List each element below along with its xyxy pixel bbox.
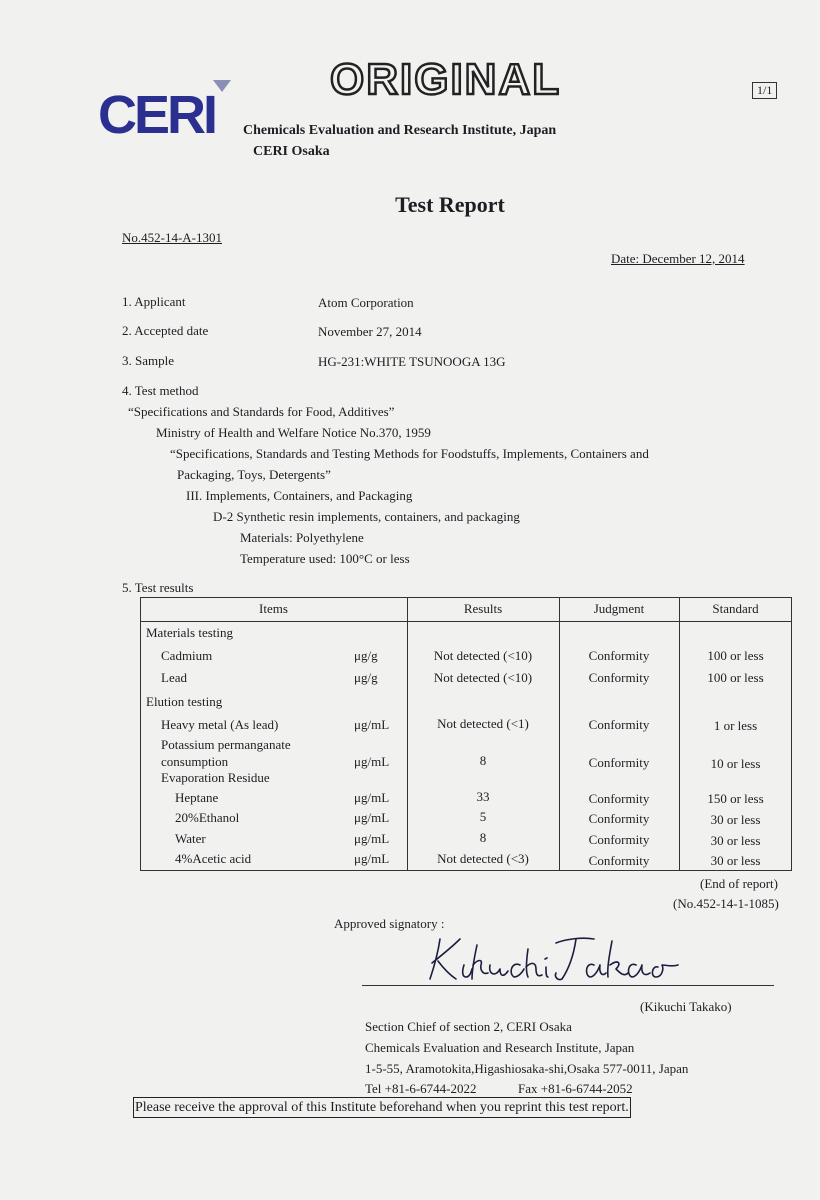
report-number: No.452-14-A-1301 [122,230,223,245]
page-title: Test Report [395,192,505,217]
test-method-line: Ministry of Health and Welfare Notice No.370, 1959 [156,425,431,440]
end-of-report: (End of report) [700,876,778,891]
row-standard: 30 or less [710,853,761,868]
row-result: Not detected (<10) [433,670,533,685]
column-header-judgment: Judgment [593,601,645,616]
row-standard: 30 or less [710,812,761,827]
row-unit: μg/mL [354,754,390,769]
ceri-logo: CERI [98,85,216,145]
test-method-line: “Specifications and Standards for Food, Additives” [128,404,395,419]
row-item-name: Heptane [175,790,219,805]
test-method-line: D-2 Synthetic resin implements, containers, and packaging [213,509,520,524]
column-header-items: Items [259,601,288,616]
row-result: Not detected (<1) [437,716,529,731]
row-unit: μg/g [354,670,378,685]
signature-line [362,985,774,986]
row-standard: 100 or less [707,648,764,663]
row-result: 8 [479,753,487,768]
institute-address: 1-5-55, Aramotokita,Higashiosaka-shi,Osaka 577-0011, Japan [365,1061,689,1076]
row-standard: 10 or less [710,756,761,771]
row-item-name: 4%Acetic acid [175,851,252,866]
row-unit: μg/g [354,648,378,663]
subgroup-evaporation-residue: Evaporation Residue [161,770,270,785]
row-item-name: Water [175,831,206,846]
sample-label: 3. Sample [122,353,174,368]
accepted-date-value: November 27, 2014 [318,324,422,339]
row-unit: μg/mL [354,851,390,866]
row-judgment: Conformity [588,832,650,847]
row-judgment: Conformity [588,717,650,732]
row-judgment: Conformity [588,791,650,806]
institute-branch: CERI Osaka [253,144,330,159]
accepted-date-label: 2. Accepted date [122,323,209,338]
row-item-name: Cadmium [161,648,213,663]
test-method-line: Materials: Polyethylene [240,530,364,545]
row-item-name: Potassium permanganate [161,737,291,752]
test-results-heading: 5. Test results [122,580,194,595]
row-standard: 30 or less [710,833,761,848]
row-judgment: Conformity [588,853,650,868]
test-method-line: Temperature used: 100°C or less [240,551,410,566]
results-table [140,597,792,871]
row-item-name: Lead [161,670,187,685]
sample-value: HG-231:WHITE TSUNOOGA 13G [318,354,506,369]
row-item-name-continued: consumption [161,754,229,769]
test-method-line: Packaging, Toys, Detergents” [177,467,331,482]
institute-tel: Tel +81-6-6744-2022 [365,1081,477,1096]
approved-signatory-label: Approved signatory : [334,916,445,931]
row-judgment: Conformity [588,755,650,770]
group-elution-testing: Elution testing [146,694,223,709]
applicant-label: 1. Applicant [122,294,186,309]
original-stamp: ORIGINAL [330,55,562,104]
group-materials-testing: Materials testing [146,625,234,640]
reprint-notice: Please receive the approval of this Institute beforehand when you reprint this test report. [133,1097,631,1118]
page-number: 1/1 [752,82,777,99]
test-method-line: “Specifications, Standards and Testing Methods for Foodstuffs, Implements, Containers and [170,446,649,461]
row-item-name: 20%Ethanol [175,810,240,825]
row-judgment: Conformity [588,670,650,685]
row-result: Not detected (<3) [437,851,529,866]
row-standard: 100 or less [707,670,764,685]
logo-triangle-icon [213,80,231,92]
row-standard: 1 or less [713,718,758,733]
row-result: Not detected (<10) [433,648,533,663]
test-method-heading: 4. Test method [122,383,199,398]
report-date: Date: December 12, 2014 [611,251,745,266]
signatory-name: (Kikuchi Takako) [640,999,732,1014]
column-header-results: Results [463,601,503,616]
row-judgment: Conformity [588,811,650,826]
row-standard: 150 or less [707,791,764,806]
row-unit: μg/mL [354,790,390,805]
institute-name: Chemicals Evaluation and Research Institute, Japan [243,123,557,138]
reference-number: (No.452-14-1-1085) [673,896,779,911]
row-unit: μg/mL [354,717,390,732]
signatory-title: Section Chief of section 2, CERI Osaka [365,1019,572,1034]
row-item-name: Heavy metal (As lead) [161,717,279,732]
test-method-line: III. Implements, Containers, and Packaging [186,488,413,503]
row-result: 8 [479,830,487,845]
column-header-standard: Standard [712,601,759,616]
applicant-value: Atom Corporation [318,295,414,310]
row-unit: μg/mL [354,831,390,846]
institute-fax: Fax +81-6-6744-2052 [518,1081,633,1096]
signatory-institute: Chemicals Evaluation and Research Institute, Japan [365,1040,635,1055]
row-judgment: Conformity [588,648,650,663]
row-result: 5 [479,809,487,824]
handwritten-signature [380,925,680,987]
row-unit: μg/mL [354,810,390,825]
row-result: 33 [476,789,490,804]
